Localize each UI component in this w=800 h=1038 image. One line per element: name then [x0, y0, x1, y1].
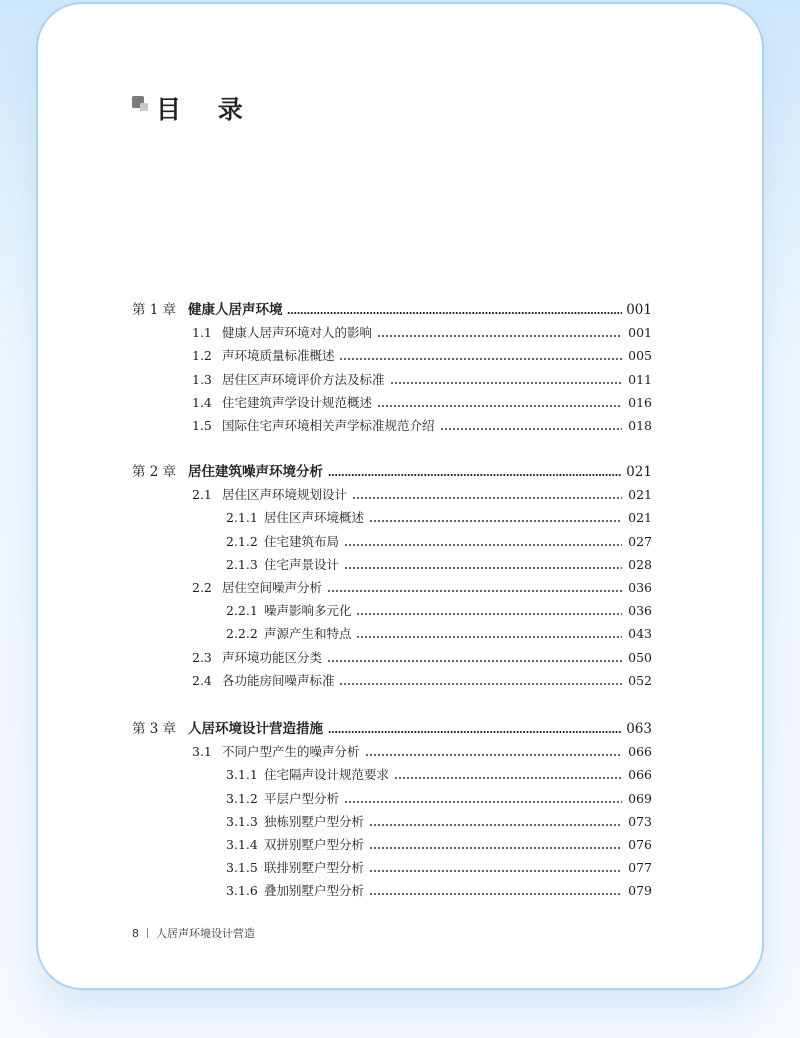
section-number: 2.1	[192, 487, 212, 503]
dot-leader	[369, 520, 622, 522]
page-number: 066	[628, 744, 652, 760]
page-number: 077	[628, 860, 652, 876]
section-title: 住宅建筑布局	[264, 533, 340, 549]
page-number: 079	[628, 883, 652, 899]
section-number: 3.1.5	[226, 860, 258, 876]
toc-entry-row[interactable]	[38, 858, 652, 878]
page-number: 021	[626, 464, 652, 480]
page-number: 001	[626, 302, 652, 318]
dot-leader	[328, 731, 622, 733]
section-title: 住宅声景设计	[264, 556, 340, 572]
section-title: 各功能房间噪声标准	[222, 672, 335, 688]
toc-entry-row[interactable]	[38, 416, 652, 436]
toc-entry-row[interactable]	[38, 648, 652, 668]
section-number: 2.1.2	[226, 533, 258, 549]
dot-leader	[369, 824, 622, 826]
section-number: 1.4	[192, 394, 212, 410]
page-number: 028	[628, 556, 652, 572]
section-title: 居住空间噪声分析	[222, 580, 323, 595]
dot-leader	[377, 335, 622, 337]
dot-leader	[440, 428, 622, 430]
dot-leader	[339, 683, 622, 685]
dot-leader	[369, 893, 622, 895]
book-page	[36, 2, 764, 990]
section-number: 2.2.1	[226, 603, 258, 619]
toc-entry-row[interactable]	[38, 370, 652, 390]
footer-book-title: 人居声环境设计营造	[156, 927, 255, 940]
section-number: 1.5	[192, 418, 212, 433]
dot-leader	[327, 660, 622, 662]
dot-leader	[365, 754, 622, 756]
toc-entry-row[interactable]	[38, 765, 652, 785]
section-number: 1.1	[192, 325, 212, 341]
page-number: 036	[628, 603, 652, 619]
dot-leader	[369, 870, 622, 872]
footer-separator	[147, 928, 148, 938]
section-number: 2.2.2	[226, 626, 258, 642]
dot-leader	[356, 636, 622, 638]
section-title: 联排别墅户型分析	[264, 860, 365, 876]
chapter-title: 居住建筑噪声环境分析	[188, 464, 323, 480]
toc-title: 目 录	[156, 95, 257, 124]
section-title: 居住区声环境评价方法及标准	[222, 371, 385, 387]
section-title: 国际住宅声环境相关声学标准规范介绍	[222, 418, 435, 433]
toc-chapter-row[interactable]	[38, 300, 652, 320]
toc-entry-row[interactable]	[38, 346, 652, 366]
heading-square-icon	[132, 96, 150, 114]
section-title: 叠加别墅户型分析	[264, 883, 365, 899]
chapter-label: 第 2 章	[132, 464, 177, 480]
toc-entry-row[interactable]	[38, 601, 652, 621]
section-number: 3.1	[192, 744, 212, 760]
toc-entry-row[interactable]	[38, 485, 652, 505]
dot-leader	[377, 405, 622, 407]
page-number: 021	[628, 510, 652, 526]
section-number: 3.1.6	[226, 883, 258, 899]
toc-entry-row[interactable]	[38, 555, 652, 575]
toc-entry-row[interactable]	[38, 532, 652, 552]
dot-leader	[344, 544, 622, 546]
chapter-title: 人居环境设计营造措施	[188, 721, 323, 737]
section-title: 声源产生和特点	[264, 626, 352, 642]
section-title: 健康人居声环境对人的影响	[222, 325, 373, 341]
section-number: 2.1.1	[226, 510, 258, 526]
section-title: 平层户型分析	[264, 790, 340, 806]
section-title: 住宅建筑声学设计规范概述	[222, 394, 373, 410]
footer-page-number: 8	[132, 927, 139, 940]
section-title: 声环境功能区分类	[222, 649, 323, 665]
section-title: 噪声影响多元化	[264, 603, 352, 619]
dot-leader	[344, 801, 622, 803]
section-title: 声环境质量标准概述	[222, 348, 335, 364]
toc-entry-row[interactable]	[38, 812, 652, 832]
section-number: 1.3	[192, 371, 212, 387]
chapter-label: 第 3 章	[132, 721, 177, 737]
dot-leader	[390, 382, 622, 384]
section-title: 住宅隔声设计规范要求	[264, 767, 390, 783]
toc-entry-row[interactable]	[38, 624, 652, 644]
section-number: 2.4	[192, 672, 212, 688]
section-number: 3.1.4	[226, 837, 258, 852]
page-number: 016	[628, 394, 652, 410]
dot-leader	[287, 312, 622, 314]
page-number: 018	[628, 418, 652, 433]
dot-leader	[327, 590, 622, 592]
dot-leader	[369, 847, 622, 849]
toc-entry-row[interactable]	[38, 742, 652, 762]
section-number: 3.1.3	[226, 813, 258, 829]
dot-leader	[339, 358, 622, 360]
toc-entry-row[interactable]	[38, 671, 652, 691]
toc-entry-row[interactable]	[38, 578, 652, 598]
page-number: 050	[628, 649, 652, 665]
toc-entry-row[interactable]	[38, 508, 652, 528]
dot-leader	[328, 474, 622, 476]
dot-leader	[344, 567, 622, 569]
section-number: 3.1.1	[226, 767, 258, 783]
page-number: 069	[628, 790, 652, 806]
page-footer	[132, 925, 255, 941]
section-number: 1.2	[192, 348, 212, 364]
chapter-title: 健康人居声环境	[188, 302, 283, 318]
dot-leader	[394, 777, 622, 779]
section-number: 2.1.3	[226, 556, 258, 572]
dot-leader	[356, 613, 622, 615]
page-number: 001	[628, 325, 652, 341]
page-number: 021	[628, 487, 652, 503]
page-number: 043	[628, 626, 652, 642]
toc-chapter-row[interactable]	[38, 719, 652, 739]
section-title: 居住区声环境概述	[264, 510, 365, 526]
toc-entry-row[interactable]	[38, 393, 652, 413]
section-title: 独栋别墅户型分析	[264, 813, 365, 829]
page-number: 063	[626, 721, 652, 737]
dot-leader	[352, 497, 622, 499]
section-title: 不同户型产生的噪声分析	[222, 744, 360, 760]
toc-entry-row[interactable]	[38, 789, 652, 809]
page-number: 066	[628, 767, 652, 783]
section-number: 2.3	[192, 649, 212, 665]
toc-entry-row[interactable]	[38, 835, 652, 855]
page-number: 027	[628, 533, 652, 549]
section-number: 3.1.2	[226, 790, 258, 806]
page-number: 005	[628, 348, 652, 364]
section-number: 2.2	[192, 580, 212, 595]
page-number: 036	[628, 580, 652, 595]
page-number: 076	[628, 837, 652, 852]
section-title: 居住区声环境规划设计	[222, 487, 348, 503]
toc-entry-row[interactable]	[38, 881, 652, 901]
toc-chapter-row[interactable]	[38, 462, 652, 482]
toc-entry-row[interactable]	[38, 323, 652, 343]
page-number: 011	[628, 371, 652, 387]
section-title: 双拼别墅户型分析	[264, 837, 365, 852]
page-number: 052	[628, 672, 652, 688]
page-number: 073	[628, 813, 652, 829]
chapter-label: 第 1 章	[132, 302, 177, 318]
